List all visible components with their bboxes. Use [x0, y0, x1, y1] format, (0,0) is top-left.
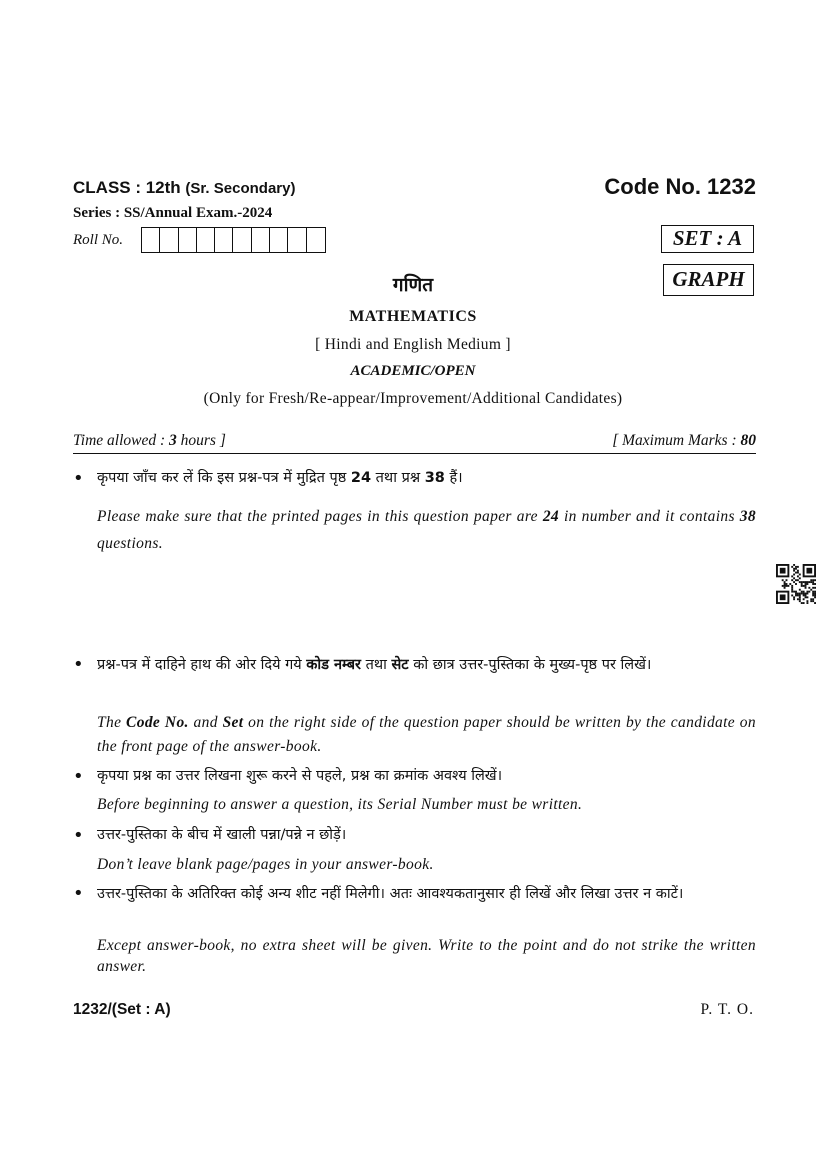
instruction-4-english: Don’t leave blank page/pages in your answer-book.: [97, 856, 434, 873]
time-suffix: hours ]: [176, 432, 226, 449]
medium-label: [ Hindi and English Medium ]: [315, 336, 511, 353]
bullet-icon: •: [73, 766, 84, 787]
roll-number-box: [197, 228, 215, 252]
marks-value: 80: [740, 432, 756, 449]
time-prefix: Time allowed :: [73, 432, 170, 449]
instruction-1-hindi: कृपया जाँच कर लें कि इस प्रश्न-पत्र में मुद्रित पृष्ठ 24 तथा प्रश्न 38 हैं।: [97, 470, 463, 486]
instruction-4-hindi: उत्तर-पुस्तिका के बीच में खाली पन्ना/पन्ने न छोड़ें।: [97, 827, 347, 843]
roll-number-box: [233, 228, 251, 252]
bullet-icon: •: [73, 654, 84, 675]
roll-number-box: [288, 228, 306, 252]
subject-title: MATHEMATICS: [349, 308, 477, 325]
roll-number-box: [179, 228, 197, 252]
class-label: [73, 178, 295, 198]
code-number: Code No. 1232: [604, 174, 756, 199]
roll-number-box: [252, 228, 270, 252]
instruction-2-english: The Code No. and Set on the right side of the question paper should be written by the candidate on the front page of the answer-book.: [97, 714, 756, 755]
roll-number-box: [307, 228, 325, 252]
roll-number-boxes: [141, 227, 326, 253]
pto-label: P. T. O.: [700, 1001, 754, 1018]
academic-label: ACADEMIC/OPEN: [350, 363, 476, 379]
instruction-3-english: Before beginning to answer a question, its Serial Number must be written.: [97, 796, 583, 813]
class-sub: (Sr. Secondary): [185, 180, 296, 197]
bullet-icon: •: [73, 883, 84, 904]
candidates-note: (Only for Fresh/Re-appear/Improvement/Additional Candidates): [203, 390, 623, 407]
subject-title-hindi: गणित: [392, 274, 434, 296]
instruction-1-english: Please make sure that the printed pages in this question paper are 24 in number and it contains 38 questions.: [97, 508, 756, 552]
roll-number-box: [160, 228, 178, 252]
qr-code-icon: [776, 564, 816, 604]
time-value: 3: [169, 432, 177, 449]
roll-number-box: [215, 228, 233, 252]
roll-number-label: Roll No.: [73, 232, 124, 248]
instruction-2-hindi: प्रश्न-पत्र में दाहिने हाथ की ओर दिये गये कोड नम्बर तथा सेट को छात्र उत्तर-पुस्तिका के मुख्य-पृष्ठ पर लिखें।: [97, 657, 652, 673]
time-allowed: [73, 432, 226, 450]
set-badge: SET : A: [661, 225, 754, 253]
instruction-3-hindi: कृपया प्रश्न का उत्तर लिखना शुरू करने से पहले, प्रश्न का क्रमांक अवश्य लिखें।: [97, 768, 503, 784]
instruction-5-english: Except answer-book, no extra sheet will be given. Write to the point and do not strike the written answer.: [97, 937, 756, 975]
class-main: CLASS : 12th: [73, 178, 181, 197]
series-label: Series : SS/Annual Exam.-2024: [73, 205, 273, 221]
footer-code-set: 1232/(Set : A): [73, 1001, 171, 1018]
marks-prefix: [ Maximum Marks :: [612, 432, 741, 449]
instruction-5-hindi: उत्तर-पुस्तिका के अतिरिक्त कोई अन्य शीट नहीं मिलेगी। अतः आवश्यकतानुसार ही लिखें और लिखा उत्तर न काटें।: [97, 886, 684, 902]
graph-badge: GRAPH: [663, 264, 754, 296]
roll-number-box: [270, 228, 288, 252]
divider: [73, 453, 756, 454]
maximum-marks: [612, 432, 756, 450]
bullet-icon: •: [73, 825, 84, 846]
roll-number-box: [142, 228, 160, 252]
bullet-icon: •: [73, 468, 84, 489]
